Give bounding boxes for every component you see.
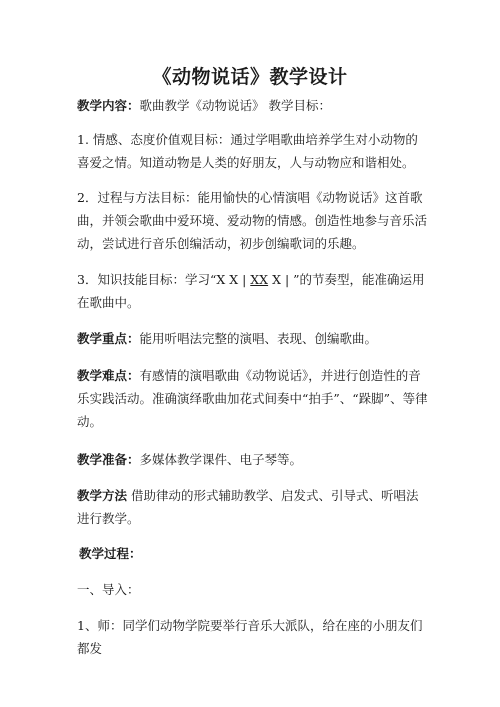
key-point-label: 教学重点： xyxy=(77,331,140,346)
key-point-paragraph xyxy=(77,327,429,350)
document-title: 《动物说话》教学设计 xyxy=(152,66,348,88)
goal-3-rhythm-underlined: XX xyxy=(250,272,269,287)
section-1-heading: 一、导入： xyxy=(77,582,140,597)
goal-3-text-before: 3．知识技能目标：学习“X X | xyxy=(77,272,251,287)
preparation-paragraph xyxy=(77,448,429,471)
step-1-paragraph: 1、师：同学们动物学院要举行音乐大派队，给在座的小朋友们都发 xyxy=(77,618,423,656)
goal-1-paragraph: 1. 情感、态度价值观目标：通过学唱歌曲培养学生对小动物的喜爱之情。知道动物是人类的好朋友，人与动物应和谐相处。 xyxy=(77,132,418,170)
preparation-label: 教学准备： xyxy=(77,452,140,467)
goal-2-paragraph: 2．过程与方法目标：能用愉快的心情演唱《动物说话》这首歌曲，并领会歌曲中爱环境、爱动物的情感。创造性地参与音乐活动，尝试进行音乐创编活动，初步创编歌词的乐趣。 xyxy=(77,190,428,251)
difficulty-label: 教学难点： xyxy=(77,368,140,383)
method-label: 教学方法 xyxy=(77,488,128,503)
goal-3-paragraph xyxy=(77,268,429,314)
preparation-text: 多媒体教学课件、电子琴等。 xyxy=(139,452,303,467)
teaching-content-text: 歌曲教学《动物说话》 教学目标： xyxy=(139,98,331,113)
difficulty-text: 有感情的演唱歌曲《动物说话》，并进行创造性的音乐实践活动。准确演绎歌曲加花式间奏中“拍手”、“跺脚”、等律动。 xyxy=(77,368,428,429)
teaching-content-label: 教学内容： xyxy=(77,98,140,113)
teaching-content-paragraph xyxy=(77,94,429,117)
process-heading xyxy=(79,542,431,565)
process-label: 教学过程： xyxy=(79,546,142,561)
method-text: 借助律动的形式辅助教学、启发式、引导式、听唱法进行教学。 xyxy=(77,488,419,526)
goal-3-text-after: X | ”的节奏型，能准确运用在歌曲中。 xyxy=(77,272,425,310)
key-point-text: 能用听唱法完整的演唱、表现、创编歌曲。 xyxy=(139,331,378,346)
difficulty-paragraph xyxy=(77,364,429,433)
method-paragraph xyxy=(77,484,429,530)
